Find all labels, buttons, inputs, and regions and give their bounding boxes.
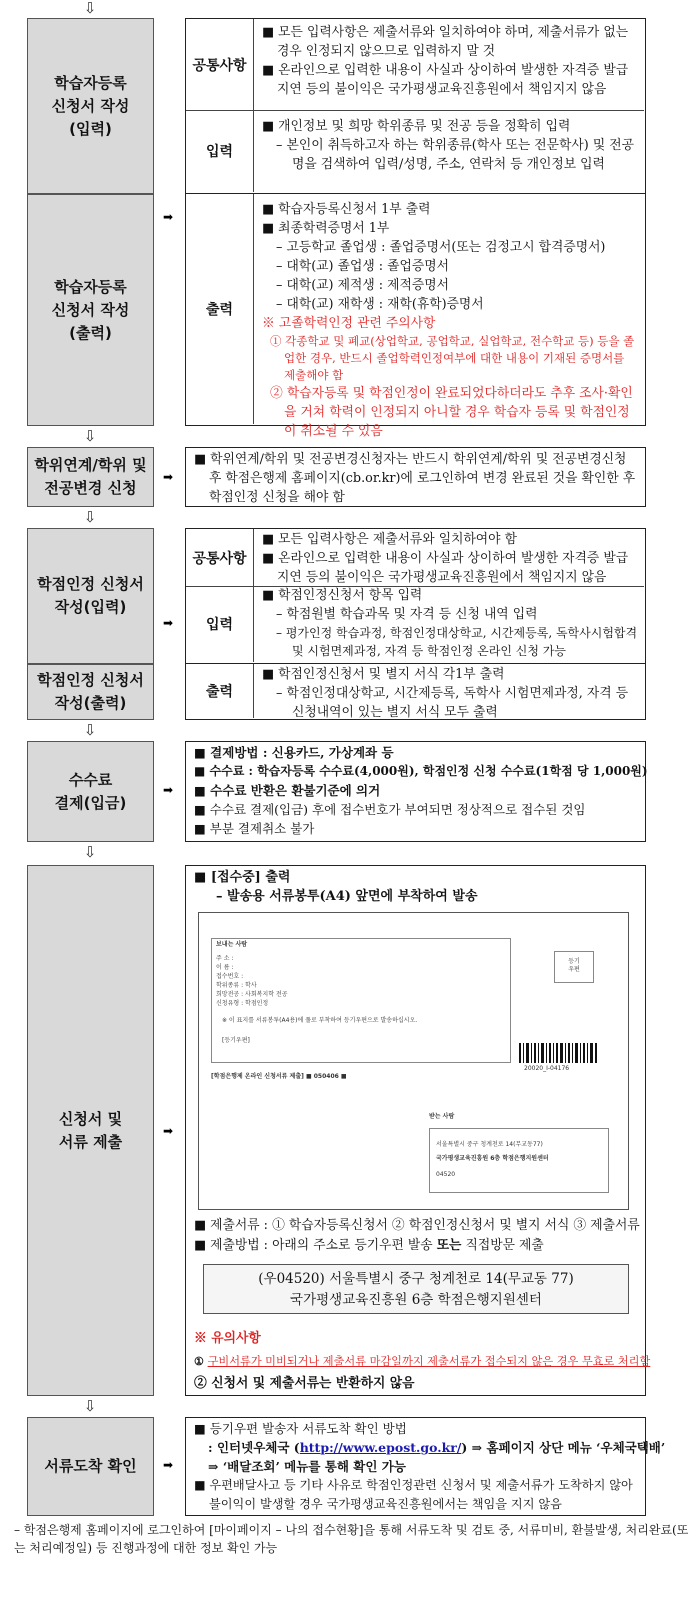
list-item: ■ 수수료 반환은 환불기준에 의거 (194, 783, 381, 798)
list-item: – 학점원별 학습과목 및 자격 등 신청 내역 입력 (276, 607, 538, 622)
caution-item: ① 구비서류가 미비되거나 제출서류 마감일까지 제출서류가 접수되지 않은 경우 무효로 처리함 (194, 1354, 651, 1368)
list-item: ■ 온라인으로 입력한 내용이 사실과 상이하여 발생한 자격증 발급 지연 등의 불이익은 국가평생교육진흥원에서 책임지지 않음 (262, 63, 629, 97)
output-label: 출력 (186, 194, 254, 424)
address-box: (우04520) 서울특별시 중구 청계천로 14(무교동 77) 국가평생교육진흥원 6층 학점은행지원센터 (203, 1264, 629, 1314)
right-arrow-icon: ➡ (163, 470, 174, 484)
step-register-output-box (185, 194, 646, 439)
right-arrow-icon: ➡ (163, 1458, 174, 1472)
step-register-output-label: 학습자등록 신청서 작성 (출력) (27, 194, 154, 426)
step-fee-payment-box (185, 741, 646, 842)
envelope-image (198, 912, 629, 1210)
list-item: – 평가인정 학습과정, 학점인정대상학교, 시간제등록, 독학사시험합격 및 시험면제과정, 자격 등 학점인정 온라인 신청 가능 (276, 626, 638, 658)
receiver-title: 받는 사람 (429, 1113, 455, 1120)
list-item: ■ 학점인정신청서 항목 입력 (262, 588, 423, 603)
output-items (254, 196, 644, 443)
list-item: ■ 결제방법 : 신용카드, 가상계좌 등 (194, 745, 394, 760)
footnote: – 학점은행제 홈페이지에 로그인하여 [마이페이지 – 나의 접수현황]을 통해 서류도착 및 검토 중, 서류미비, 환불발생, 처리완료(또는 처리예정일) 등 진행과정에 대한 정보 확인 가능 (14, 1523, 689, 1555)
envelope-footer: [학점은행제 온라인 신청서류 제출] ■ 050406 ■ (211, 1073, 347, 1080)
step-credit-output-box (185, 664, 646, 720)
list-item: ■ 수수료 : 학습자등록 수수료(4,000원), 학점인정 신청 수수료(1학점 당 1,000원) (194, 764, 648, 778)
list-item: ■ 모든 입력사항은 제출서류와 일치하여야 함 (262, 532, 517, 547)
print-sub: – 발송용 서류봉투(A4) 앞면에 부착하여 발송 (216, 889, 478, 904)
list-item: ■ 학습자등록신청서 1부 출력 (262, 202, 431, 217)
print-title: ■ [접수중] 출력 (194, 870, 291, 885)
list-item: – 대학(교) 제적생 : 제적증명서 (276, 278, 449, 293)
down-arrow-icon: ⇩ (83, 427, 97, 445)
docs-label: ■ 제출서류 : ① 학습자등록신청서 ② 학점인정신청서 및 별지 서식 ③ 제출서류 (194, 1218, 640, 1233)
caution-item: ① 각종학교 및 폐교(상업학교, 공업학교, 실업학교, 전수학교 등) 등을 졸업한 경우, 반드시 졸업학력인정여부에 대한 내용이 기재된 증명서를 제출해야 함 (270, 334, 635, 382)
down-arrow-icon: ⇩ (83, 1397, 97, 1415)
list-item: – 대학(교) 졸업생 : 졸업증명서 (276, 259, 449, 274)
output-label: 출력 (186, 664, 254, 718)
step-submit-docs-label: 신청서 및 서류 제출 (27, 865, 154, 1396)
input-label: 입력 (186, 586, 254, 662)
method-label: ■ 제출방법 : 아래의 주소로 등기우편 발송 또는 직접방문 제출 (194, 1238, 544, 1253)
list-item: – 대학(교) 재학생 : 재학(휴학)증명서 (276, 297, 484, 312)
common-label: 공통사항 (186, 19, 254, 110)
input-label: 입력 (186, 110, 254, 192)
right-arrow-icon: ➡ (163, 1124, 174, 1138)
list-item: ⇒ ‘배달조회’ 메뉴를 통해 확인 가능 (208, 1459, 406, 1474)
step-arrival-check-label: 서류도착 확인 (27, 1417, 154, 1516)
step-credit-input-box (185, 528, 646, 664)
epost-link[interactable]: http://www.epost.go.kr/ (299, 1440, 462, 1455)
common-items (254, 529, 644, 589)
list-item: ■ 우편배달사고 등 기타 사유로 학점인정관련 신청서 및 제출서류가 도착하지 않아 불이익이 발생할 경우 국가평생교육진흥원에서는 책임을 지지 않음 (194, 1478, 633, 1511)
list-item: ■ 수수료 결제(입금) 후에 접수번호가 부여되면 정상적으로 접수된 것임 (194, 802, 586, 817)
list-item: ■ 학위연계/학위 및 전공변경신청자는 반드시 학위연계/학위 및 전공변경신청 후 학점은행제 홈페이지(cb.or.kr)에 로그인하여 변경 완료된 것을 확인한 후 학점인정 신청을 해야 함 (194, 452, 636, 505)
step-fee-payment-label: 수수료 결제(입금) (27, 741, 154, 842)
list-item: – 본인이 취득하고자 하는 학위종류(학사 또는 전문학사) 및 전공명을 검색하여 입력/성명, 주소, 연락처 등 개인정보 입력 (276, 138, 634, 172)
list-item: ■ 학점인정신청서 및 별지 서식 각1부 출력 (262, 667, 505, 682)
caution-title: ※ 고졸학력인정 관련 주의사항 (262, 316, 436, 331)
step-register-input-label: 학습자등록 신청서 작성 (입력) (27, 18, 154, 194)
right-arrow-icon: ➡ (163, 783, 174, 797)
list-item: ■ 등기우편 발송자 서류도착 확인 방법 (194, 1421, 407, 1436)
stamp-box: 등기 우편 (554, 951, 594, 983)
step-submit-docs-box (185, 865, 651, 1396)
barcode-number: 20020_I-04176 (524, 1065, 570, 1072)
step-degree-change-label: 학위연계/학위 및 전공변경 신청 (27, 447, 154, 507)
list-item: ■ 모든 입력사항은 제출서류와 일치하여야 하며, 제출서류가 없는 경우 인정되지 않으므로 입력하지 말 것 (262, 25, 629, 59)
list-item: ■ 최종학력증명서 1부 (262, 221, 390, 236)
list-item: – 고등학교 졸업생 : 졸업증명서(또는 검정고시 합격증명서) (276, 240, 606, 255)
input-items (254, 586, 644, 662)
caution-title: ※ 유의사항 (194, 1331, 261, 1346)
down-arrow-icon: ⇩ (83, 721, 97, 739)
caution-item: ② 신청서 및 제출서류는 반환하지 않음 (194, 1376, 415, 1391)
caution-item: ② 학습자등록 및 학점인정이 완료되었다하더라도 추후 조사·확인을 거쳐 학력이 인정되지 아니할 경우 학습자 등록 및 학점인정이 취소될 수 있음 (270, 386, 633, 439)
input-items (254, 113, 644, 176)
sender-label: 보내는 사람 주 소 : 이 름 : 접수번호 : 학위종류 : 학사 희망전공 : 사회복지학 전공 신청유형 : 학점인정 ※ 이 표지를 서류봉투(A4용)에 풀로 부착하여 등기우편으로 발송하십시오. [등기우편] (211, 938, 511, 1063)
barcode-icon (519, 1043, 599, 1063)
list-item: ■ 개인정보 및 희망 학위종류 및 전공 등을 정확히 입력 (262, 119, 571, 134)
step-credit-input-label: 학점인정 신청서 작성(입력) (27, 528, 154, 664)
common-label: 공통사항 (186, 529, 254, 586)
list-item: – 학점인정대상학교, 시간제등록, 독학사 시험면제과정, 자격 등 신청내역이 있는 별지 서식 모두 출력 (276, 686, 629, 720)
down-arrow-icon: ⇩ (83, 843, 97, 861)
list-item: ■ 부분 결제취소 불가 (194, 821, 315, 836)
step-register-input-box (185, 18, 646, 194)
step-degree-change-box (185, 447, 646, 507)
output-items (254, 664, 644, 724)
right-arrow-icon: ➡ (163, 616, 174, 630)
receiver-label: 서울특별시 중구 청계천로 14(무교동77) 국가평생교육진흥원 6층 학점은행지원센터 04520 (429, 1128, 609, 1193)
list-item: : 인터넷우체국 (http://www.epost.go.kr/) ⇒ 홈페이지 상단 메뉴 ‘우체국택배’ (208, 1440, 666, 1455)
right-arrow-icon: ➡ (163, 210, 174, 224)
down-arrow-icon: ⇩ (83, 0, 97, 17)
step-credit-output-label: 학점인정 신청서 작성(출력) (27, 664, 154, 720)
list-item: ■ 온라인으로 입력한 내용이 사실과 상이하여 발생한 자격증 발급 지연 등의 불이익은 국가평생교육진흥원에서 책임지지 않음 (262, 551, 629, 585)
common-items (254, 19, 644, 101)
step-arrival-check-box (185, 1417, 666, 1516)
down-arrow-icon: ⇩ (83, 508, 97, 526)
